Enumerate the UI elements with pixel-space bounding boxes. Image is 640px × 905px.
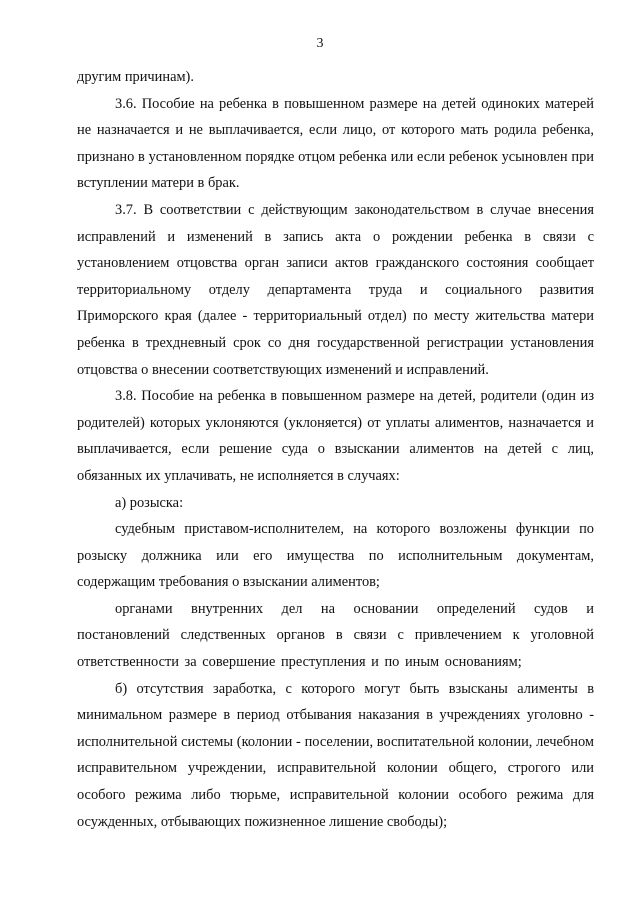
- paragraph-continuation: другим причинам).: [77, 69, 194, 85]
- document-body: [77, 64, 594, 835]
- page-number: 3: [316, 36, 324, 51]
- paragraph-3-6: 3.6. Пособие на ребенка в повышенном размере на детей одиноких матерей не назначается и не выплачивается, если лицо, от которого мать родила ребенка, признано в установленном порядке отцом ребенка или если ребенок усыновлен при вступлении матери в брак.: [77, 95, 594, 192]
- paragraph-item-a-police: органами внутренних дел на основании определений судов и постановлений следственных органов в связи с привлечением к уголовной ответственности за совершение преступления и по иным основаниям;: [77, 600, 594, 671]
- paragraph-item-b: б) отсутствия заработка, с которого могут быть взысканы алименты в минимальном размере в период отбывания наказания в учреждениях уголовно - исполнительной системы (колонии - поселении, воспитательной колонии, лечебном исправительном учреждении, исправительной колонии общего, строгого или особого режима либо тюрьме, исправительной колонии особого режима для осужденных, отбывающих пожизненное лишение свободы);: [77, 680, 594, 830]
- paragraph-3-7: 3.7. В соответствии с действующим законодательством в случае внесения исправлений и изменений в запись акта о рождении ребенка в связи с установлением отцовства орган записи актов гражданского состояния сообщает территориальному отделу департамента труда и социального развития Приморского края (далее - территориальный отдел) по месту жительства матери ребенка в трехдневный срок со дня государственной регистрации установления отцовства о внесении соответствующих изменений и исправлений.: [77, 201, 594, 378]
- paragraph-item-a: а) розыска:: [115, 494, 184, 511]
- paragraph-item-a-bailiff: судебным приставом-исполнителем, на которого возложены функции по розыску должника или его имущества по исполнительным документам, содержащим требования о взыскании алиментов;: [77, 521, 594, 591]
- paragraph-3-8: 3.8. Пособие на ребенка в повышенном размере на детей, родители (один из родителей) которых уклоняются (уклоняется) от уплаты алиментов, назначается и выплачивается, если решение суда о взыскании алиментов на детей с лиц, обязанных их уплачивать, не исполняется в случаях:: [77, 388, 594, 484]
